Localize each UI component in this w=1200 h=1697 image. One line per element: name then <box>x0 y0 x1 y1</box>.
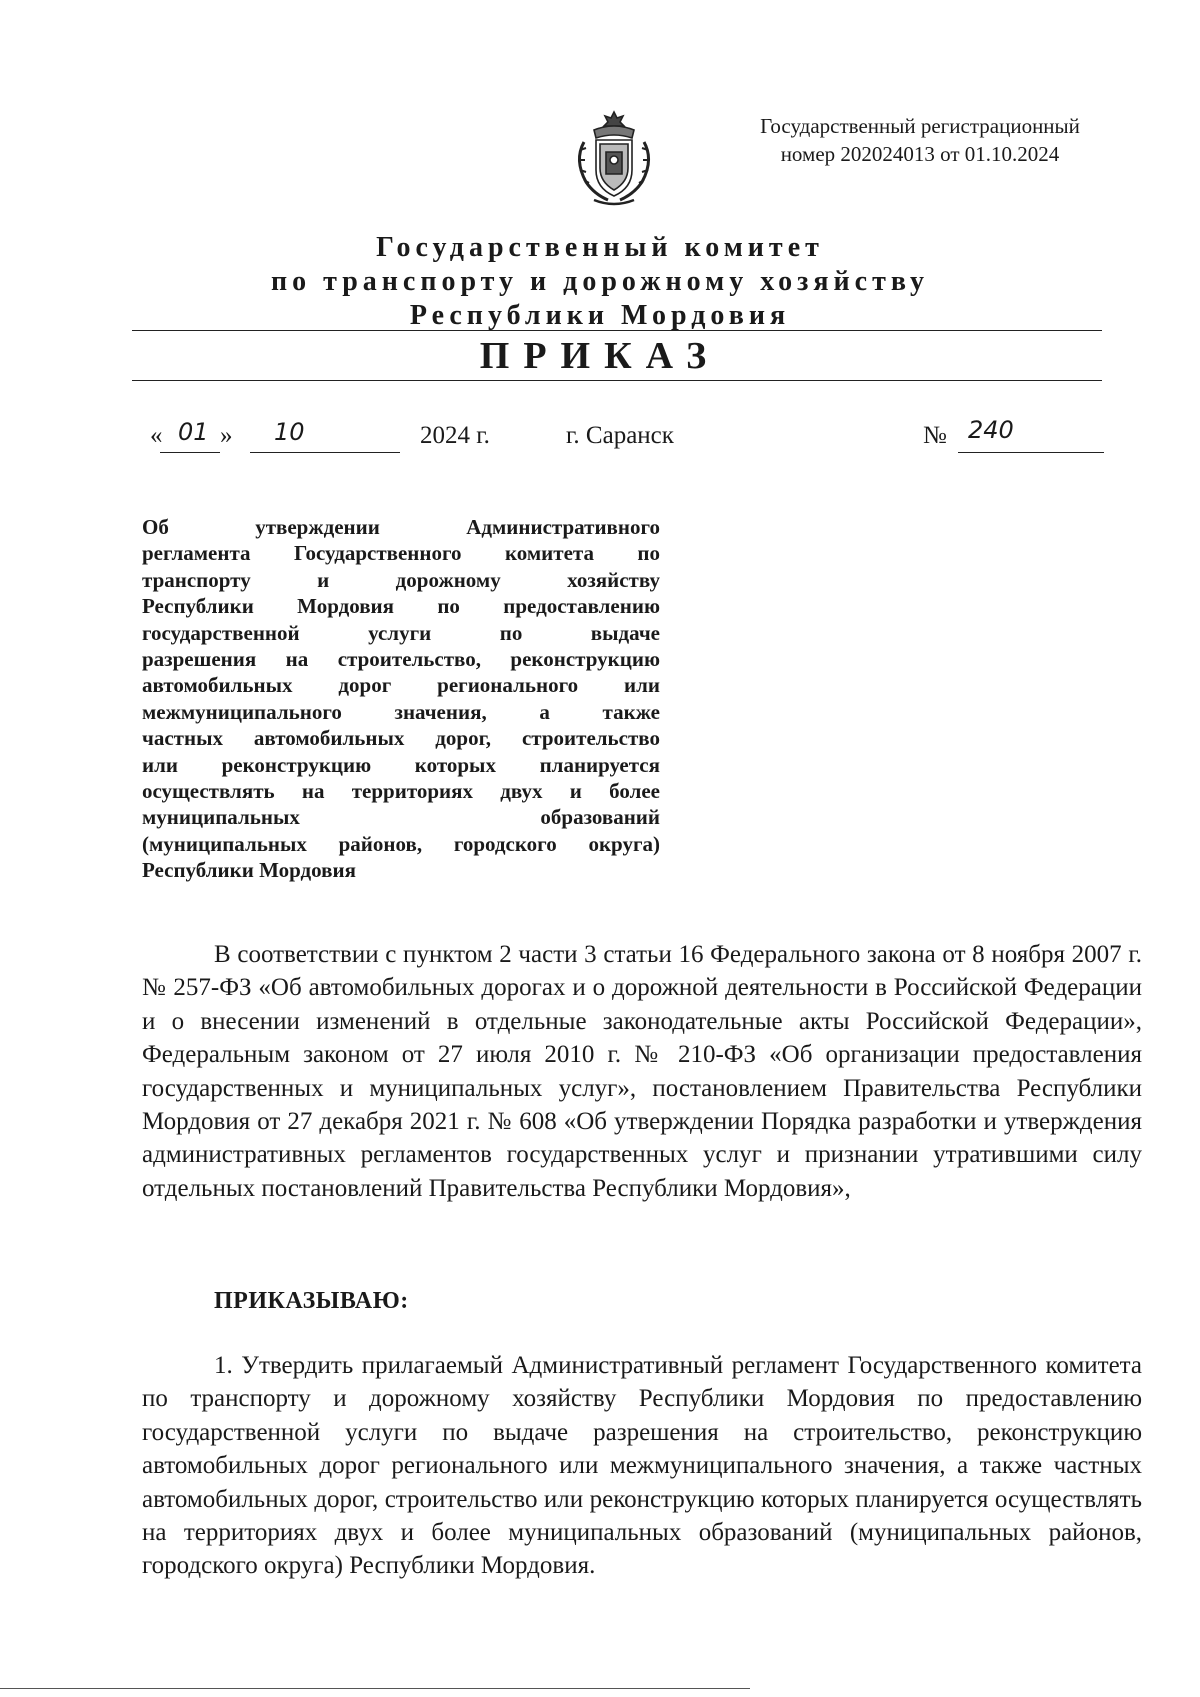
title-line: Об утверждении Административного <box>142 515 660 539</box>
header-line-2: по транспорту и дорожному хозяйству <box>270 266 930 297</box>
date-year: 2024 г. <box>420 422 490 449</box>
title-line: (муниципальных районов, городского округа) <box>142 831 660 856</box>
header-line-3: Республики Мордовия <box>409 300 791 331</box>
date-quote-open: « <box>150 422 163 449</box>
title-line: осуществлять на территориях двух и более <box>142 779 660 804</box>
order-item-1: 1. Утвердить прилагаемый Административный регламент Государственного комитета по транспорту и дорожному хозяйству Республики Мордовия по предоставлению государственной услуги по выдаче разрешения на строительство, реконструкцию автомобильных дорог регионального или межмуниципального значения, а также частных автомобильных дорог, строительство или реконструкцию которых планируется осуществлять на территориях двух и более муниципальных образований (муниципальных районов, городского округа) Республики Мордовия. <box>142 1352 1142 1580</box>
coat-of-arms-icon <box>568 108 660 212</box>
title-line: транспорту и дорожному хозяйству <box>142 567 660 592</box>
title-line: или реконструкцию которых планируется <box>142 752 660 777</box>
registration-line-1: Государственный регистрационный <box>760 114 1080 138</box>
preamble-paragraph: В соответствии с пунктом 2 части 3 статьи 16 Федерального закона от 8 ноября 2007 г. № 257-ФЗ «Об автомобильных дорогах и о дорожной деятельности в Российской Федерации и о внесении изменений в отдельные законодательные акты Российской Федерации», Федеральным законом от 27 июля 2010 г. № 210-ФЗ «Об организации предоставления государственных и муниципальных услуг», постановлением Правительства Республики Мордовия от 27 декабря 2021 г. № 608 «Об утверждении Порядка разработки и утверждения административных регламентов государственных услуг и признании утратившими силу отдельных постановлений Правительства Республики Мордовия», <box>142 941 1142 1202</box>
header-line-1: Государственный комитет <box>376 232 824 263</box>
number-underline <box>958 452 1104 453</box>
document-type: ПРИКАЗ <box>479 335 721 377</box>
registration-line-2: номер 202024013 от 01.10.2024 <box>780 142 1060 166</box>
document-number: 240 <box>968 416 1014 444</box>
city: г. Саранск <box>566 422 674 449</box>
date-month: 10 <box>274 418 305 446</box>
title-line: Республики Мордовия по предоставлению <box>142 594 660 619</box>
title-line: разрешения на строительство, реконструкцию <box>142 647 660 672</box>
title-line: муниципальных образований <box>142 805 660 830</box>
footer-rule <box>0 1688 750 1689</box>
title-line: регламента Государственного комитета по <box>142 541 660 566</box>
title-line: автомобильных дорог регионального или <box>142 673 660 698</box>
date-day-underline <box>160 452 220 453</box>
number-label: № <box>923 422 947 449</box>
title-line: государственной услуги по выдаче <box>142 620 660 645</box>
registration-block <box>740 112 1100 168</box>
title-line: межмуниципального значения, а также <box>142 699 660 724</box>
date-quote-close: » <box>220 422 233 449</box>
order-word: ПРИКАЗЫВАЮ: <box>214 1288 409 1314</box>
header-rule-top <box>132 330 1102 331</box>
date-day: 01 <box>178 418 209 446</box>
title-line: Республики Мордовия <box>142 858 356 883</box>
date-month-underline <box>250 452 400 453</box>
header-rule-bottom <box>132 380 1102 381</box>
title-line: частных автомобильных дорог, строительство <box>142 726 660 751</box>
document-title <box>142 514 660 884</box>
